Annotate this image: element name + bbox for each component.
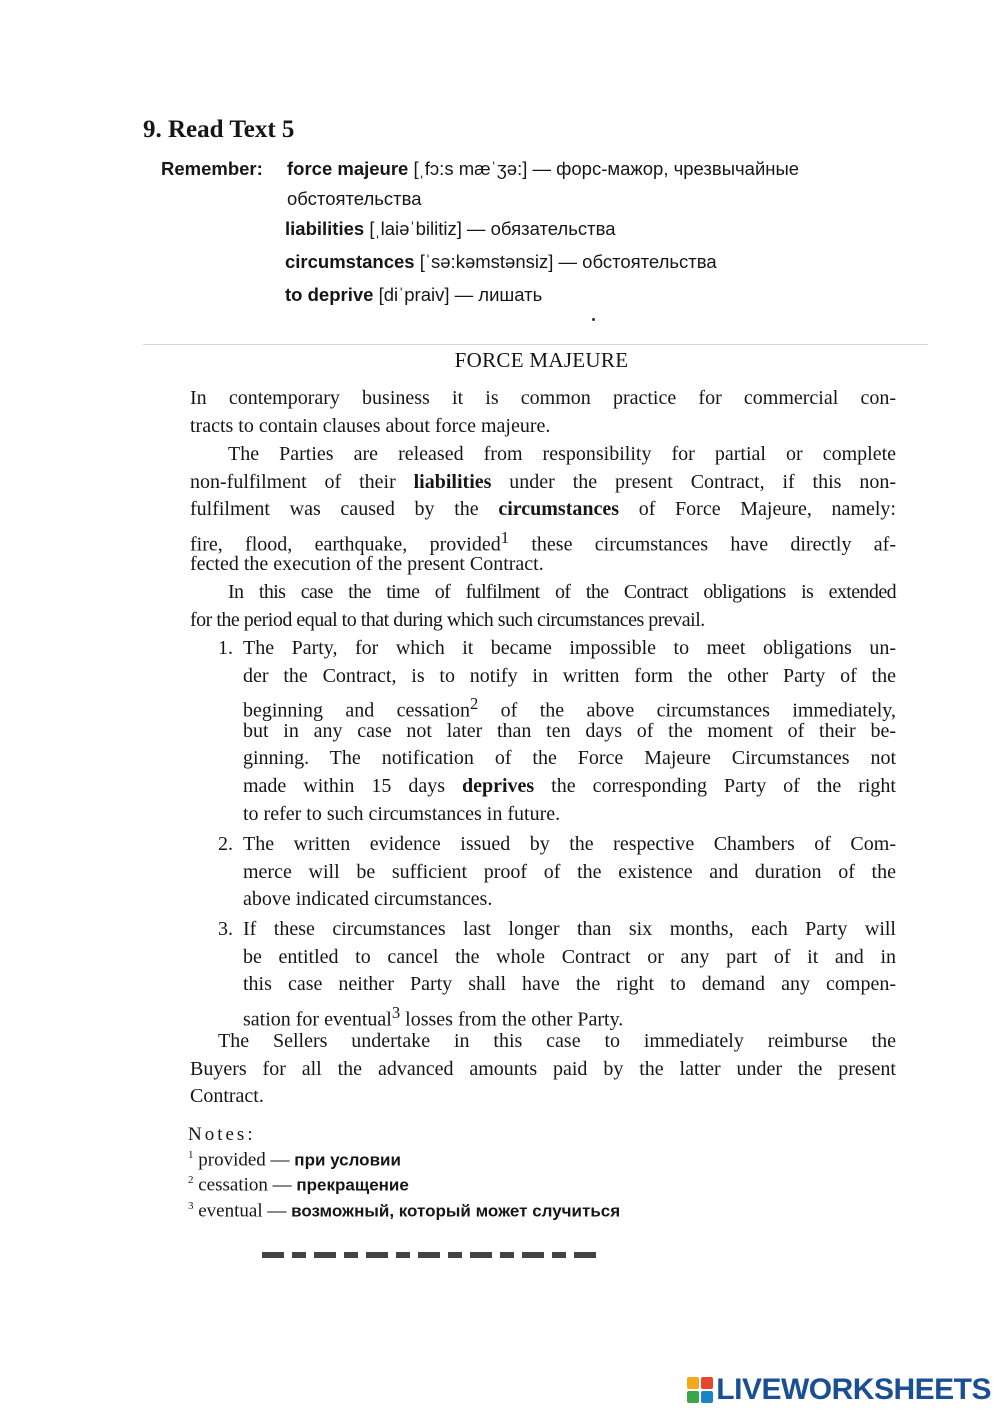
vocab-transcription: [ˌfɔ:s mæˈʒə:]	[413, 158, 528, 179]
notes-heading: Notes:	[188, 1124, 256, 1145]
exercise-heading: 9. Read Text 5	[143, 116, 295, 143]
vocab-term: circumstances	[285, 251, 415, 272]
vocab-transcription: [diˈpraiv]	[378, 284, 450, 305]
text-line: this case neither Party shall have the right to demand any compen-	[243, 973, 896, 996]
footnote-ref: 1	[500, 527, 510, 547]
vocab-transcription: [ˌlaiəˈbilitiz]	[369, 218, 462, 239]
text-line: merce will be sufficient proof of the existence and duration of the	[243, 860, 896, 883]
list-number: 2.	[218, 833, 233, 855]
paragraph-1	[190, 385, 896, 440]
text-line: sation for eventual$^3$ losses from the other Party.	[243, 1002, 624, 1031]
footnote-ref: 3	[391, 1002, 401, 1022]
vocab-translation: — лишать	[454, 284, 543, 305]
text-line: fire, flood, earthquake, provided$^1$ these circumstances have directly af-	[190, 527, 896, 556]
keyword-liabilities: liabilities	[413, 470, 492, 493]
text-line: made within 15 days deprives the corresponding Party of the right	[243, 774, 896, 797]
text-line: In this case the time of fulfilment of the Contract obligations is extended	[228, 581, 896, 603]
paragraph-3	[190, 579, 896, 634]
vocab-translation: — обстоятельства	[558, 251, 717, 272]
remember-label: Remember:	[161, 158, 263, 179]
vocab-item-liabilities	[285, 218, 616, 240]
logo-square	[701, 1391, 713, 1403]
divider	[143, 344, 928, 345]
vocab-term: to deprive	[285, 284, 374, 305]
text-title: FORCE MAJEURE	[454, 348, 629, 372]
vocab-item-force-majeure	[287, 158, 799, 180]
text-line: be entitled to cancel the whole Contract or any part of it and in	[243, 945, 896, 968]
liveworksheets-icon	[687, 1377, 713, 1403]
vocab-transcription: [ˈsə:kəmstənsiz]	[419, 251, 554, 272]
keyword-circumstances: circumstances	[498, 498, 620, 521]
text-line: The Party, for which it became impossible to meet obligations un-	[243, 637, 896, 659]
stray-dot	[592, 318, 595, 321]
text-line: Contract.	[190, 1085, 264, 1108]
paragraph-2	[190, 441, 896, 579]
text-line: for the period equal to that during which such circumstances prevail.	[190, 608, 705, 631]
footnote-ref: 2	[469, 694, 479, 714]
logo-square	[701, 1377, 713, 1389]
vocab-term: liabilities	[285, 218, 365, 239]
list-number: 3.	[218, 918, 233, 940]
text-line: to refer to such circumstances in future.	[243, 802, 561, 825]
text-line: tracts to contain clauses about force majeure.	[190, 414, 551, 437]
logo-square	[687, 1391, 699, 1403]
text-line: above indicated circumstances.	[243, 888, 493, 911]
text-line: non-fulfilment of their liabilities under the present Contract, if this non-	[190, 470, 896, 493]
list-item-3	[243, 916, 896, 1031]
paragraph-4	[190, 1028, 896, 1111]
text-line: Buyers for all the advanced amounts paid by the latter under the present	[190, 1057, 896, 1080]
text-line: In contemporary business it is common practice for commercial con-	[190, 387, 896, 409]
text-line: If these circumstances last longer than six months, each Party will	[243, 918, 896, 940]
text-line: der the Contract, is to notify in written form the other Party of the	[243, 664, 896, 687]
list-item-1	[243, 635, 896, 828]
vocab-translation: — форс-мажор, чрезвычайные	[532, 158, 800, 179]
keyword-deprives: deprives	[461, 774, 535, 797]
text-line: beginning and cessation$^2$ of the above circumstances immediately,	[243, 694, 896, 722]
text-line: ginning. The notification of the Force Majeure Circumstances not	[243, 747, 896, 770]
note-item: $^2$ cessation — прекращение	[188, 1174, 409, 1196]
note-item: $^1$ provided — при условии	[188, 1149, 401, 1171]
vocab-item-circumstances	[285, 251, 717, 273]
cut-off-text-line	[262, 1252, 602, 1258]
vocab-term: force majeure	[287, 158, 409, 179]
vocab-item-to-deprive	[285, 284, 542, 306]
text-line: but in any case not later than ten days of the moment of their be-	[243, 719, 896, 742]
text-line: The written evidence issued by the respective Chambers of Com-	[243, 833, 896, 855]
vocab-translation-continued: обстоятельства	[287, 188, 422, 209]
logo-square	[687, 1377, 699, 1389]
liveworksheets-logo	[687, 1373, 991, 1407]
text-line: The Sellers undertake in this case to immediately reimburse the	[218, 1030, 896, 1052]
logo-text: LIVEWORKSHEETS	[716, 1373, 991, 1406]
text-line: fected the execution of the present Contract.	[190, 553, 544, 576]
vocab-translation: — обязательства	[466, 218, 616, 239]
note-item: $^3$ eventual — возможный, который может случиться	[188, 1200, 621, 1222]
list-item-2	[243, 831, 896, 914]
list-number: 1.	[218, 637, 233, 659]
text-line: fulfilment was caused by the circumstances of Force Majeure, namely:	[190, 498, 896, 521]
text-line: The Parties are released from responsibility for partial or complete	[228, 443, 896, 465]
